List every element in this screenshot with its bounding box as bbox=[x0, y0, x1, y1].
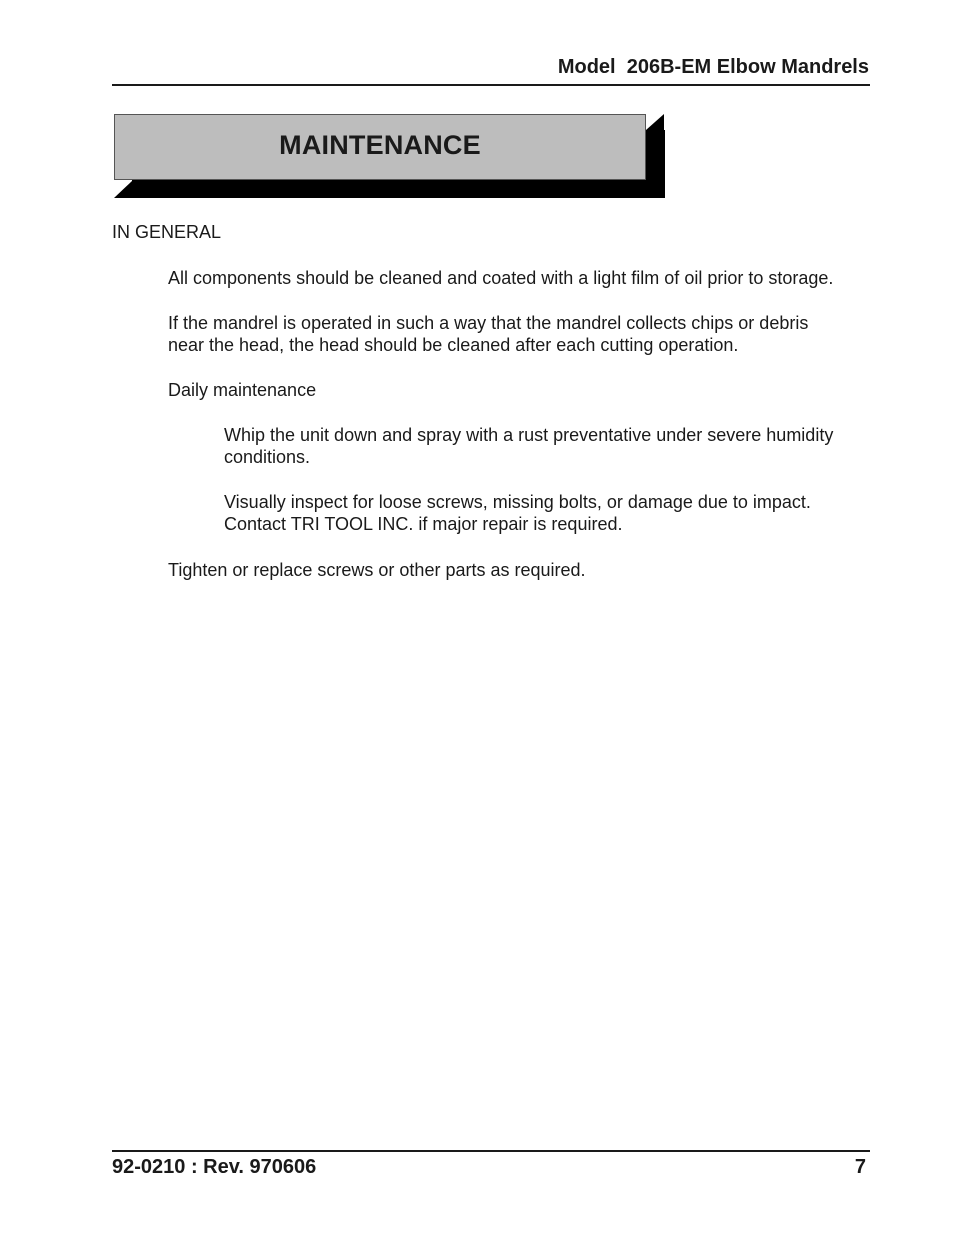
daily-item-rust: Whip the unit down and spray with a rust preventative under severe humidity conditions. bbox=[224, 425, 834, 467]
paragraph-storage: All components should be cleaned and coated with a light film of oil prior to storage. bbox=[168, 268, 834, 288]
header-divider bbox=[112, 84, 870, 86]
daily-item-inspect: Visually inspect for loose screws, missing bolts, or damage due to impact. Contact TRI TOOL INC. if major repair is required. bbox=[224, 492, 811, 534]
section-banner bbox=[114, 114, 666, 200]
banner-shadow-bevel-top bbox=[646, 114, 664, 130]
banner-box bbox=[114, 114, 646, 180]
daily-maintenance-heading: Daily maintenance bbox=[168, 380, 317, 400]
banner-shadow-bevel-left bbox=[114, 181, 132, 198]
footer-divider bbox=[112, 1150, 870, 1152]
banner-title: MAINTENANCE bbox=[279, 130, 481, 160]
paragraph-cleaning: If the mandrel is operated in such a way that the mandrel collects chips or debris near the head, the head should be cleaned after each cutting operation. bbox=[168, 313, 809, 355]
page-number: 7 bbox=[854, 1156, 866, 1178]
section-heading: IN GENERAL bbox=[112, 222, 222, 242]
paragraph-tighten: Tighten or replace screws or other parts as required. bbox=[168, 560, 586, 580]
document-revision: 92-0210 : Rev. 970606 bbox=[112, 1156, 317, 1178]
header-title: Model 206B-EM Elbow Mandrels bbox=[557, 56, 869, 78]
